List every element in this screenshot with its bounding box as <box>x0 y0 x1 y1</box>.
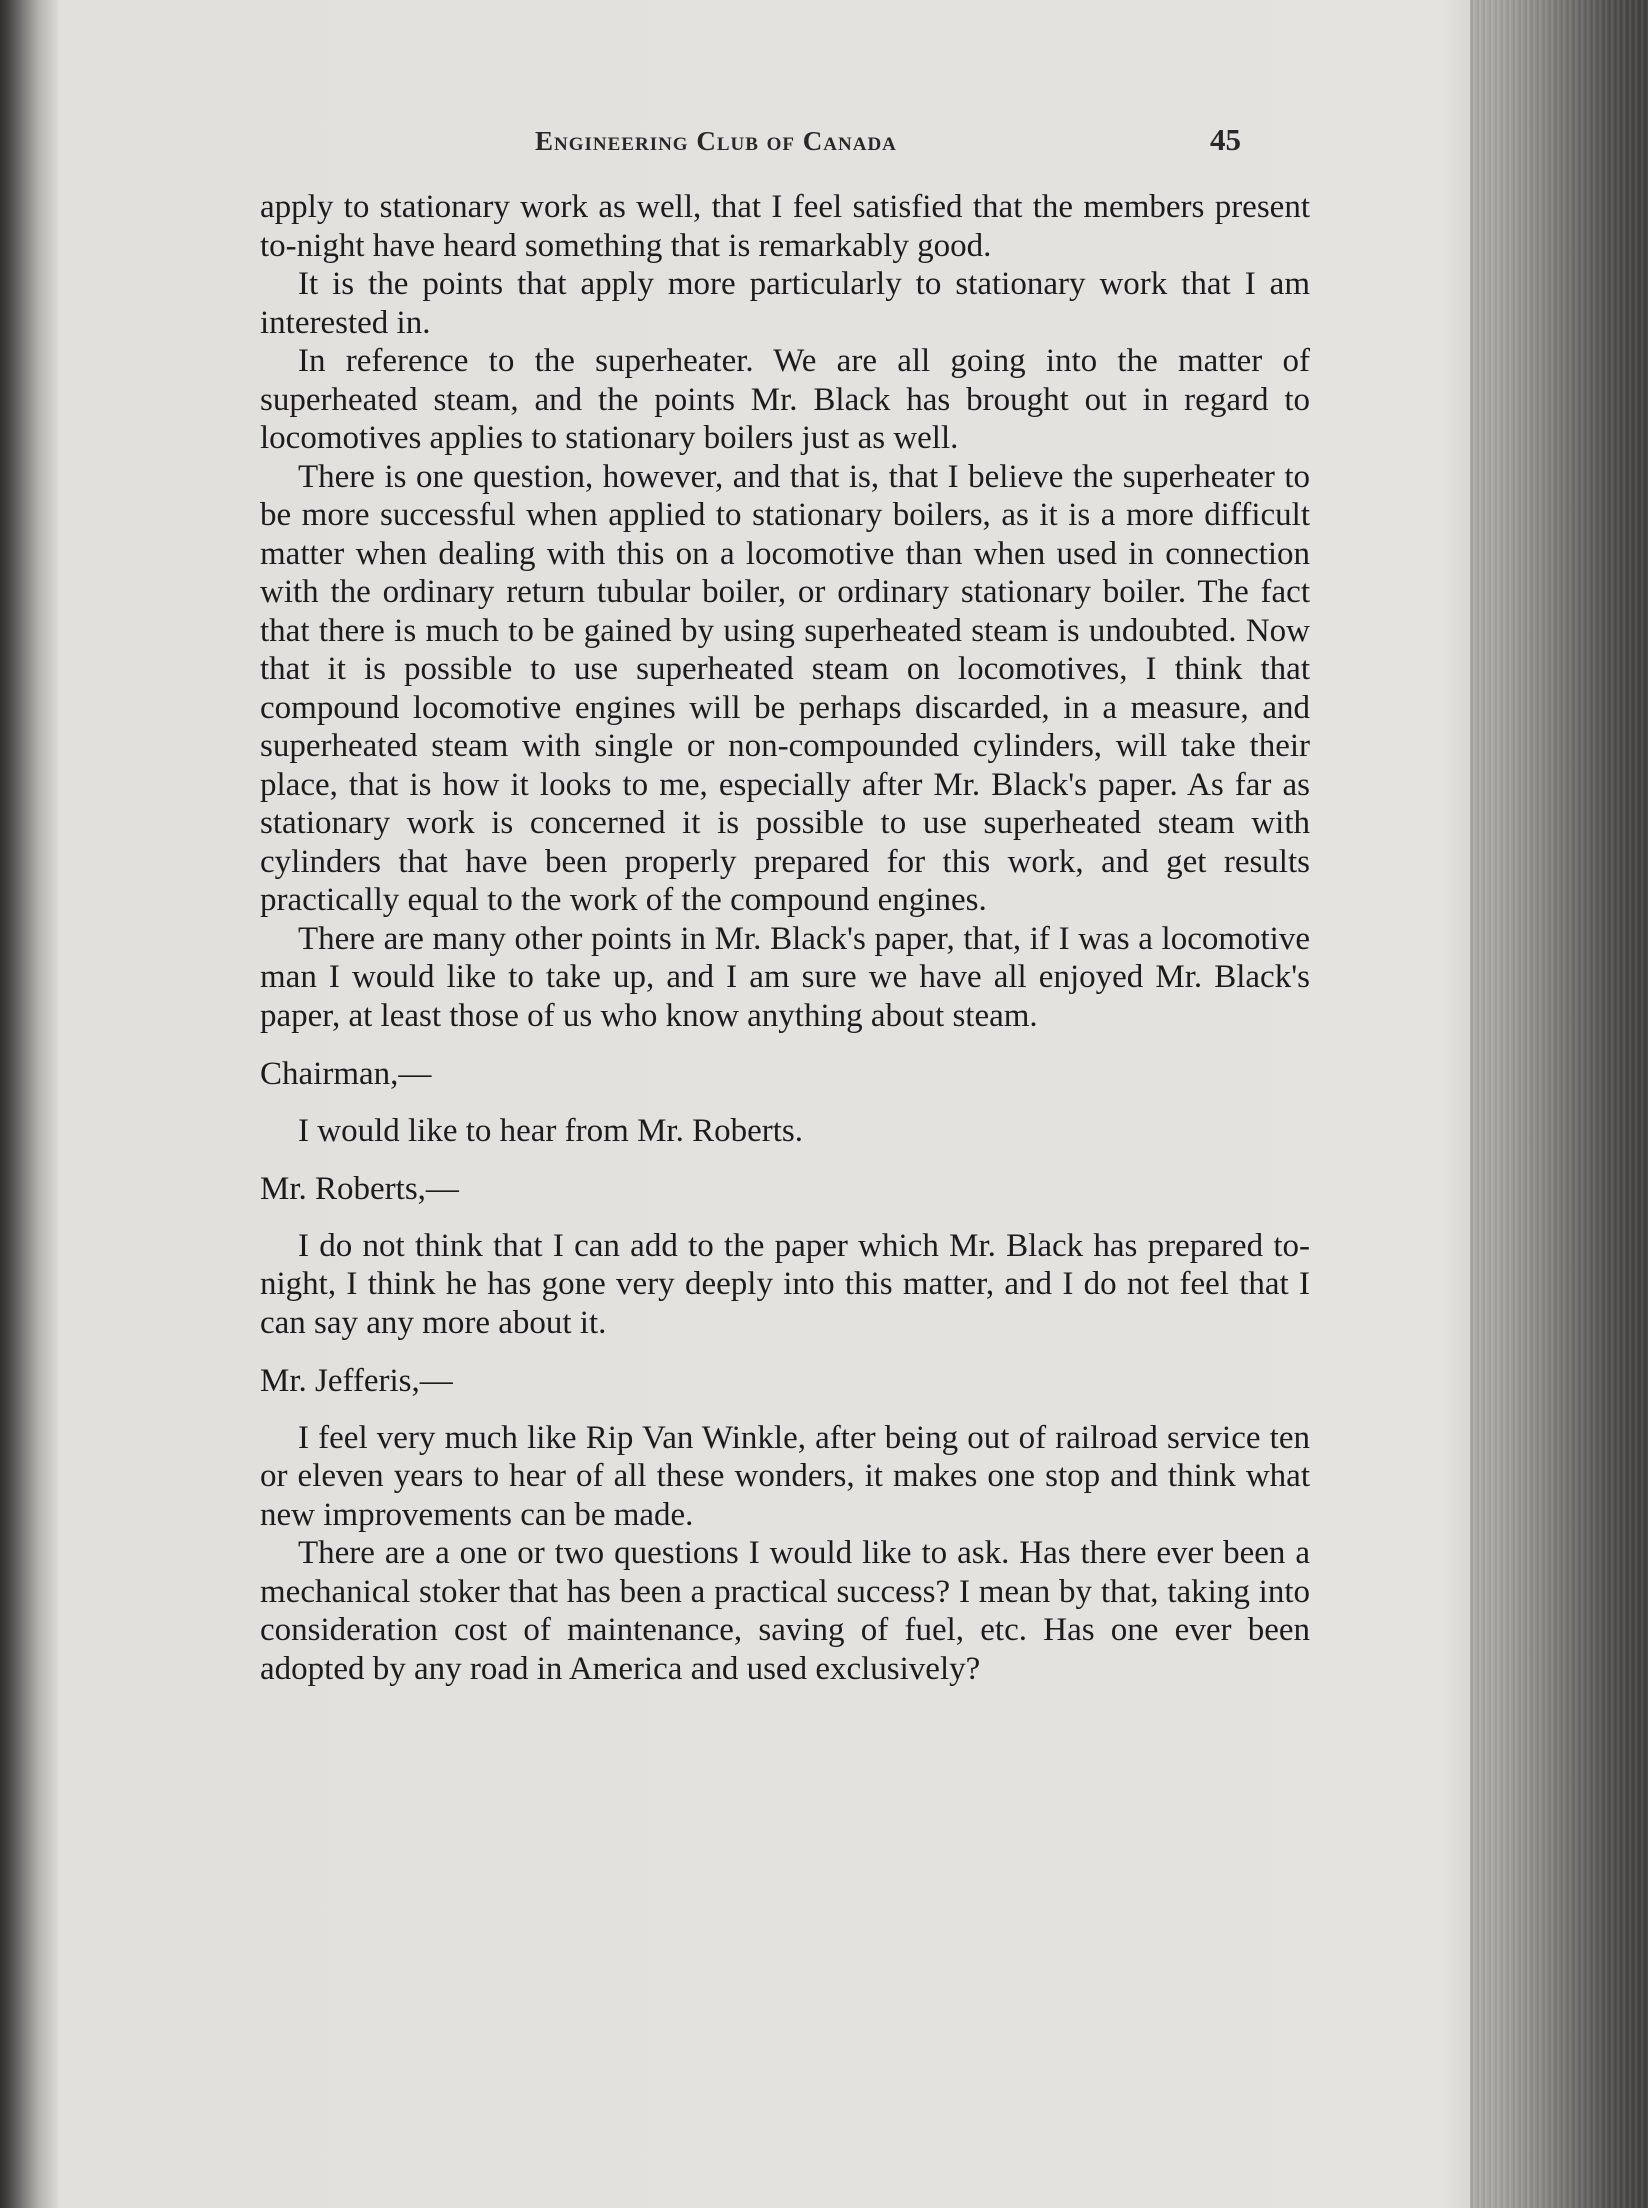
page-edge-shadow <box>1470 0 1500 2208</box>
paragraph: In reference to the superheater. We are all going into the matter of superheated steam, and the points Mr. Black has brought out in regard to locomotives applies to stationary boilers just as well. <box>260 343 1310 456</box>
paragraph-continued: apply to stationary work as well, that I feel satisfied that the members present to-night have heard something that is remarkably good. <box>260 189 1310 264</box>
page-number: 45 <box>1210 122 1241 157</box>
book-page <box>260 118 1310 1688</box>
paragraph: There is one question, however, and that is, that I believe the superheater to be more successful when applied to stationary boilers, as it is a more difficult matter when dealing with this on a locomotive than when used in connection with the ordinary return tubular boiler, or ordinary stationary boiler. The fact that there is much to be gained by using superheated steam is undoubted. Now that it is possible to use superheated steam on locomotives, I think that compound locomotive engines will be perhaps discarded, in a measure, and superheated steam with single or non-compounded cylinders, will take their place, that is how it looks to me, especially after Mr. Black's paper. As far as stationary work is concerned it is possible to use superheated steam with cylinders that have been properly prepared for this work, and get results practically equal to the work of the compound engines. <box>260 458 1310 918</box>
paragraph: I would like to hear from Mr. Roberts. <box>298 1112 803 1149</box>
paragraph: There are many other points in Mr. Black's paper, that, if I was a locomotive man I would like to take up, and I am sure we have all enjoyed Mr. Black's paper, at least those of us who know anything about steam. <box>260 920 1310 1034</box>
book-binding-gutter <box>0 0 58 2208</box>
paragraph: I do not think that I can add to the paper which Mr. Black has prepared to-night, I think he has gone very deeply into this matter, and I do not feel that I can say any more about it. <box>260 1227 1310 1341</box>
paragraph: It is the points that apply more particularly to stationary work that I am interested in. <box>260 266 1310 341</box>
page-header <box>260 118 1310 168</box>
running-head: Engineering Club of Canada <box>535 126 897 156</box>
paragraph: There are a one or two questions I would like to ask. Has there ever been a mechanical stoker that has been a practical success? I mean by that, taking into consideration cost of maintenance, saving of fuel, etc. Has one ever been adopted by any road in America and used exclusively? <box>260 1535 1310 1687</box>
paragraph: I feel very much like Rip Van Winkle, after being out of railroad service ten or eleven years to hear of all these wonders, it makes one stop and think what new improvements can be made. <box>260 1419 1310 1533</box>
speaker-label-roberts: Mr. Roberts,— <box>260 1171 459 1207</box>
speaker-label-jefferis: Mr. Jefferis,— <box>260 1363 453 1399</box>
speaker-label-chairman: Chairman,— <box>260 1056 432 1092</box>
